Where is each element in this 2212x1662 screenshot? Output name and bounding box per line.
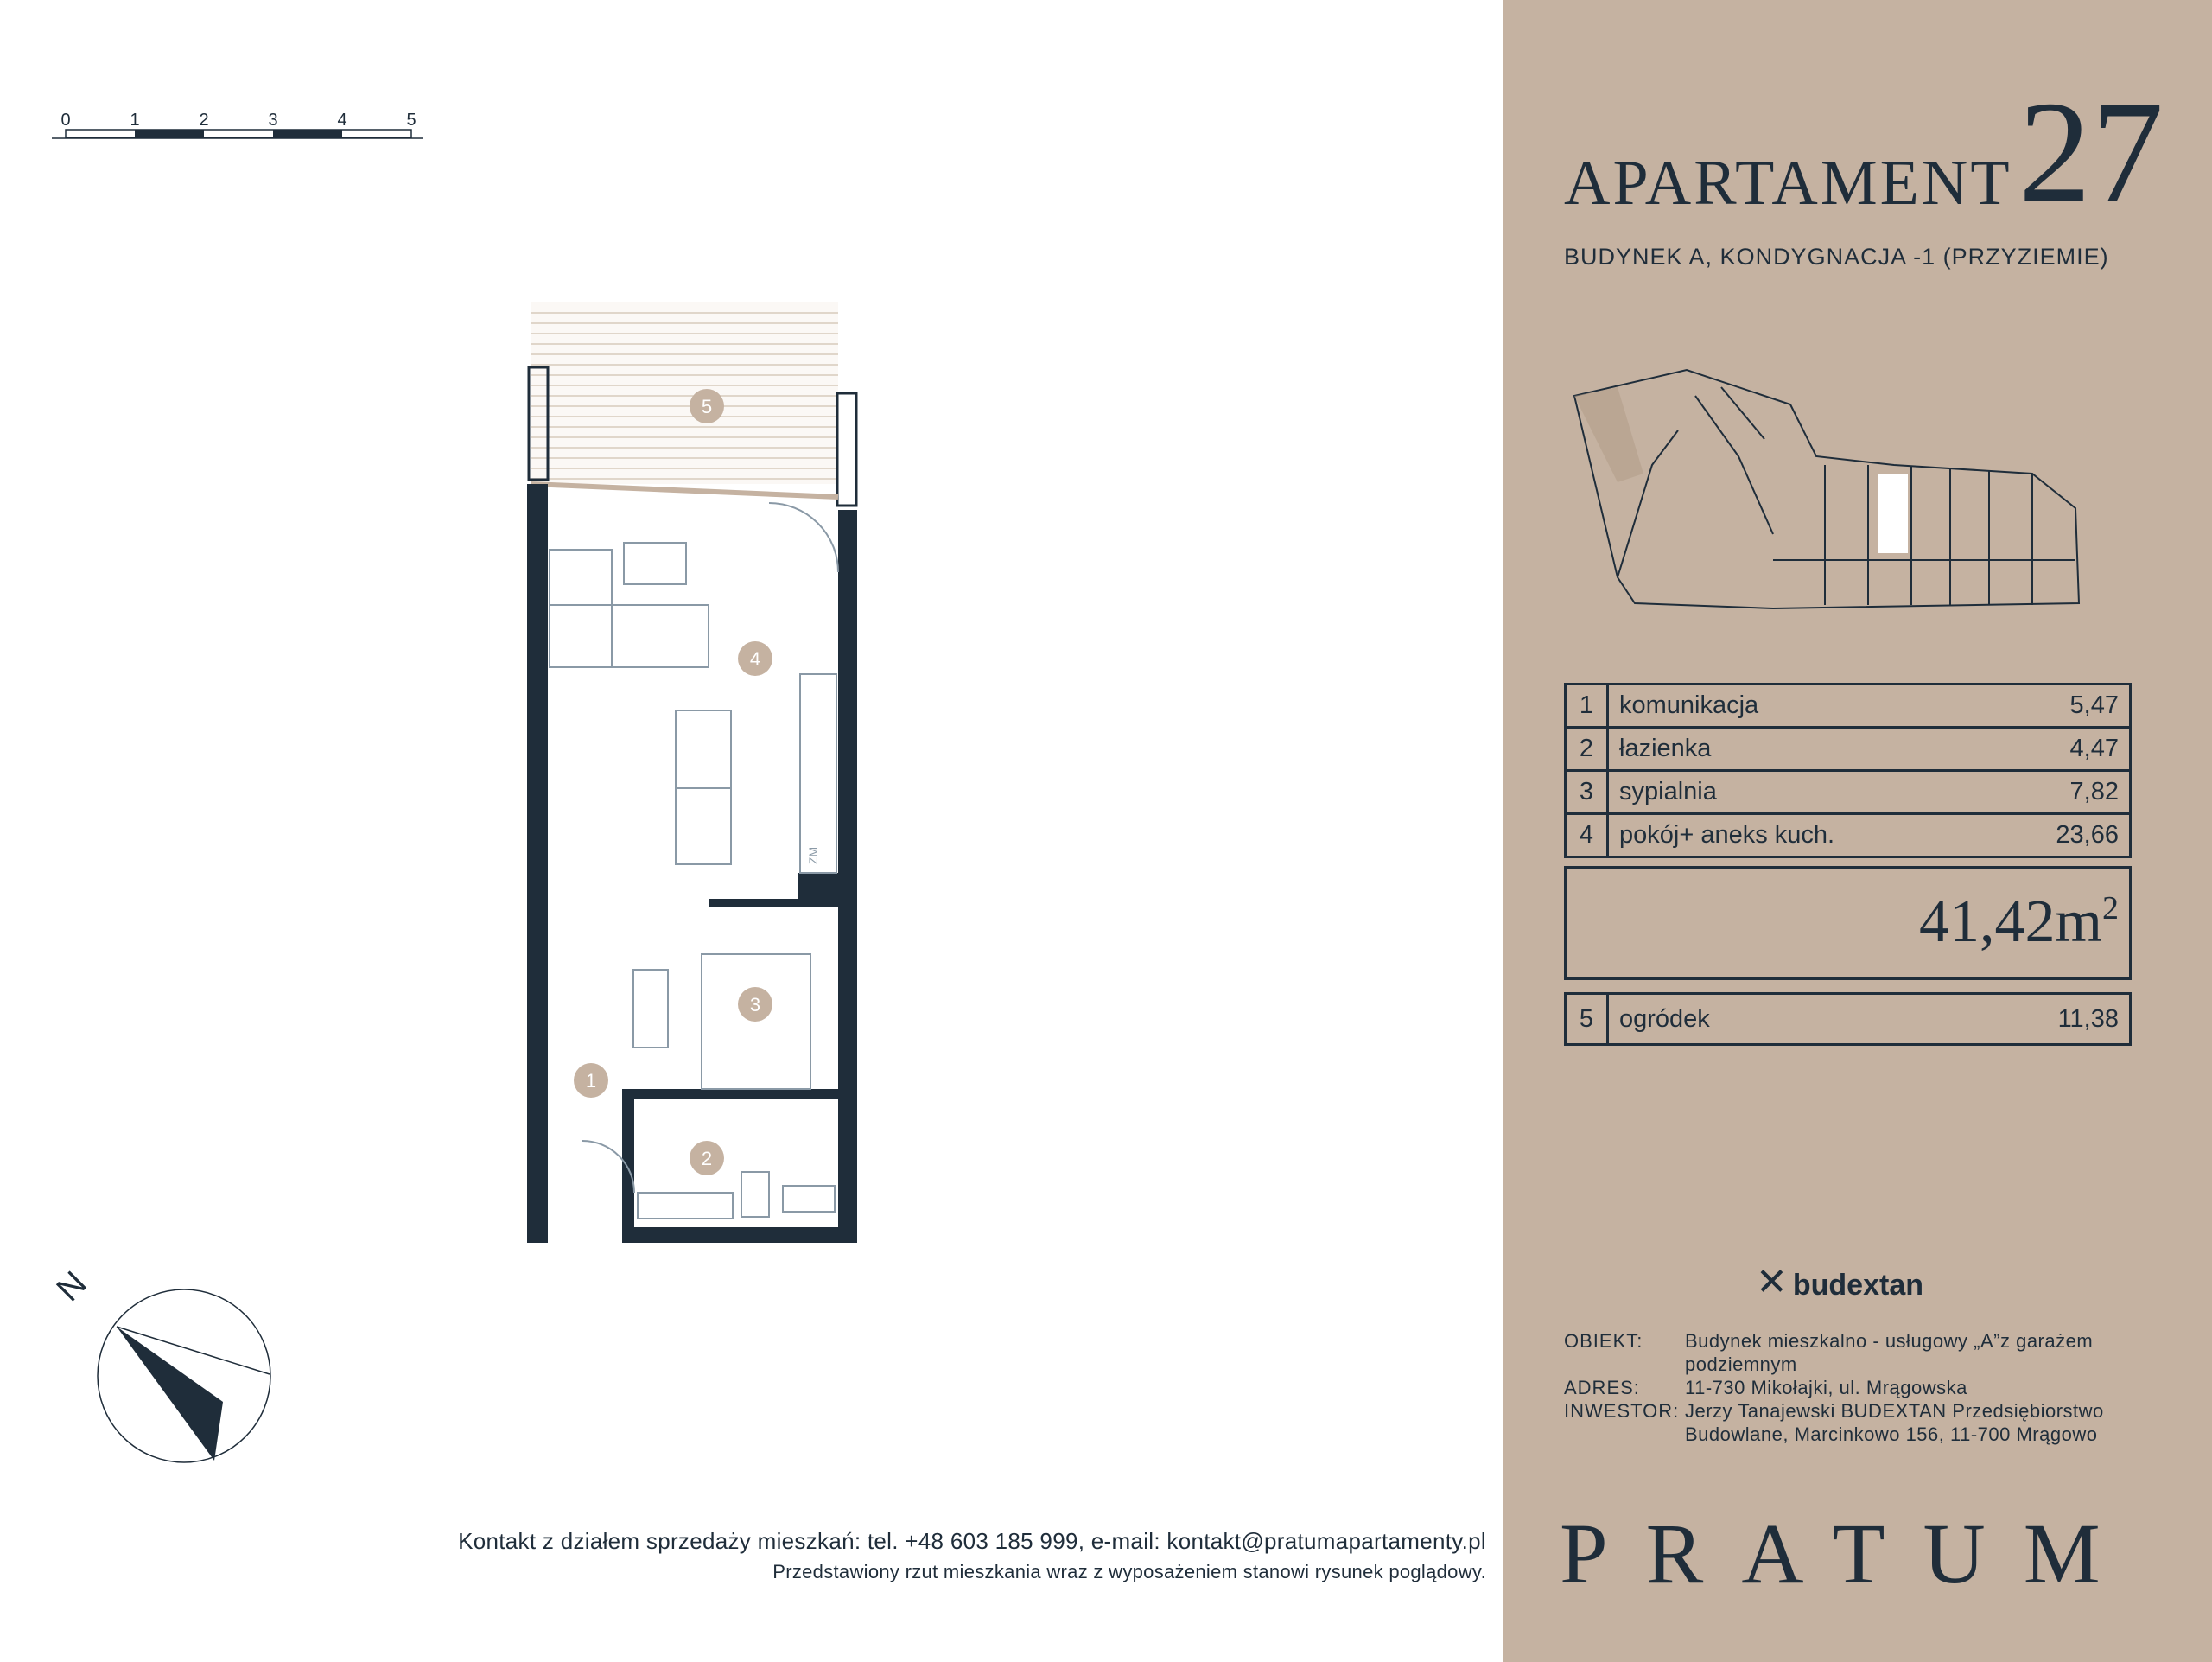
- apartment-title-word: APARTAMENT: [1564, 148, 2012, 219]
- room-no: 1: [1566, 685, 1608, 728]
- rooms-table: [1564, 683, 2132, 858]
- room-name: łazienka: [1608, 728, 1993, 771]
- room-name: sypialnia: [1608, 771, 1993, 814]
- scale-tick-2: 2: [199, 111, 209, 130]
- scale-tick-4: 4: [337, 111, 347, 130]
- scale-tick-5: 5: [406, 111, 416, 130]
- room-name: komunikacja: [1608, 685, 1993, 728]
- garden-no: 5: [1566, 994, 1608, 1045]
- room-name: pokój+ aneks kuch.: [1608, 814, 1993, 857]
- room-area: 7,82: [1993, 771, 2130, 814]
- garden-area: 11,38: [1909, 994, 2131, 1045]
- obiekt-value: Budynek mieszkalno - usługowy „A”z garażem podziemnym: [1685, 1330, 2094, 1375]
- room-no: 2: [1566, 728, 1608, 771]
- budextan-logo: [1756, 1260, 1923, 1304]
- apartment-location: BUDYNEK A, KONDYGNACJA -1 (PRZYZIEMIE): [1564, 244, 2109, 270]
- room-area: 4,47: [1993, 728, 2130, 771]
- total-area-box: [1564, 866, 2132, 980]
- building-key-plan: [1566, 361, 2127, 621]
- room-area: 5,47: [1993, 685, 2130, 728]
- adres-value: 11-730 Mikołajki, ul. Mrągowska: [1685, 1377, 1967, 1398]
- sales-contact: Kontakt z działem sprzedaży mieszkań: tel. +48 603 185 999, e-mail: kontakt@pratumapartamenty.pl: [458, 1528, 1486, 1554]
- table-row: [1566, 994, 2131, 1045]
- pratum-logo: PRATUM: [1560, 1506, 2139, 1602]
- table-row: [1566, 685, 2131, 728]
- total-area-value: 41,42m: [1919, 888, 2102, 955]
- table-row: [1566, 728, 2131, 771]
- garden-name: ogródek: [1608, 994, 1909, 1045]
- compass: [49, 1264, 270, 1462]
- scale-bar: [52, 111, 423, 138]
- total-area-unit-exp: 2: [2102, 890, 2119, 927]
- adres-label: ADRES:: [1564, 1377, 1640, 1398]
- room-marker-2: 2: [701, 1148, 713, 1169]
- room-no: 4: [1566, 814, 1608, 857]
- fridge-label: ZM: [806, 846, 820, 865]
- furniture: [550, 503, 838, 1219]
- apartment-number: 27: [2018, 72, 2164, 232]
- north-label: N: [49, 1264, 94, 1309]
- room-no: 3: [1566, 771, 1608, 814]
- table-row: [1566, 771, 2131, 814]
- room-area: 23,66: [1993, 814, 2130, 857]
- garden-table: [1564, 992, 2132, 1046]
- table-row: [1566, 814, 2131, 857]
- room-marker-1: 1: [585, 1070, 597, 1092]
- disclaimer: Przedstawiony rzut mieszkania wraz z wyposażeniem stanowi rysunek poglądowy.: [772, 1561, 1486, 1582]
- budextan-x-icon: ✕: [1756, 1261, 1788, 1303]
- budextan-wordmark: budextan: [1792, 1269, 1923, 1302]
- inwestor-value: Jerzy Tanajewski BUDEXTAN Przedsiębiorstwo Budowlane, Marcinkowo 156, 11-700 Mrągowo: [1685, 1400, 2104, 1445]
- room-marker-4: 4: [749, 648, 761, 670]
- obiekt-label: OBIEKT:: [1564, 1330, 1643, 1352]
- scale-tick-1: 1: [130, 111, 140, 130]
- room-marker-3: 3: [749, 994, 761, 1016]
- project-info: [1564, 1329, 2134, 1446]
- room-marker-5: 5: [701, 396, 713, 417]
- scale-tick-3: 3: [268, 111, 278, 130]
- scale-tick-0: 0: [60, 111, 71, 130]
- room-markers: [574, 389, 772, 1175]
- total-area: [1919, 888, 2119, 957]
- inwestor-label: INWESTOR:: [1564, 1400, 1680, 1422]
